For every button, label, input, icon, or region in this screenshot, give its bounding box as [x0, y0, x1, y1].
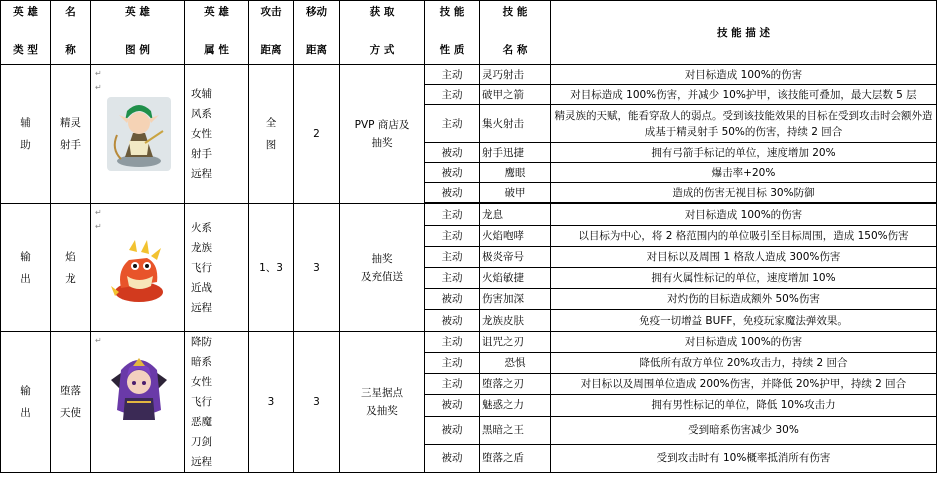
skill-desc: 拥有弓箭手标记的单位，速度增加 20%: [551, 143, 937, 163]
skill-name: 集火射击: [480, 105, 551, 143]
hero-obtain: PVP 商店及 抽奖: [340, 65, 425, 204]
skill-desc: 以目标为中心，将 2 格范围内的单位吸引至目标周围，造成 150%伤害: [551, 226, 937, 247]
skill-nature: 被动: [425, 163, 480, 183]
hero-attributes: 攻辅 风系 女性 射手 远程: [185, 65, 249, 204]
skill-nature: 被动: [425, 310, 480, 332]
hero-move-range: 3: [294, 332, 340, 473]
skill-name: 极炎帝号: [480, 247, 551, 268]
hero-name: 堕落 天使: [51, 332, 91, 473]
hero-obtain: 三星据点 及抽奖: [340, 332, 425, 473]
header-skill-nature: 技 能 性 质: [425, 1, 480, 65]
skill-name: 龙族皮肤: [480, 310, 551, 332]
skill-name: 火焰咆哮: [480, 226, 551, 247]
skill-desc: 对灼伤的目标造成额外 50%伤害: [551, 289, 937, 310]
skill-name: 伤害加深: [480, 289, 551, 310]
skill-name: 堕落之盾: [480, 444, 551, 472]
skill-nature: 被动: [425, 444, 480, 472]
hero-type: 辅 助: [1, 65, 51, 204]
header-skill-name: 技 能 名 称: [480, 1, 551, 65]
skill-nature: 主动: [425, 105, 480, 143]
hero-obtain: 抽奖 及充值送: [340, 204, 425, 332]
skill-nature: 主动: [425, 247, 480, 268]
skill-desc: 造成的伤害无视目标 30%防御: [551, 183, 937, 203]
skill-desc: 对目标造成 100%的伤害: [551, 204, 937, 226]
paragraph-mark-icon: ↵: [95, 69, 102, 78]
header-row: [1, 1, 937, 65]
skill-name: 破甲: [480, 183, 551, 203]
skill-nature: 主动: [425, 332, 480, 353]
hero-attack-range: 1、3: [249, 204, 294, 332]
skill-nature: 被动: [425, 289, 480, 310]
skill-desc: 对目标以及周围 1 格敌人造成 300%伤害: [551, 247, 937, 268]
hero-portrait-cell: [91, 204, 185, 332]
skill-desc: 对目标造成 100%的伤害: [551, 332, 937, 353]
skill-name: 灵巧射击: [480, 65, 551, 85]
skill-name: 龙息: [480, 204, 551, 226]
skill-name: 火焰敏捷: [480, 268, 551, 289]
skill-nature: 被动: [425, 143, 480, 163]
header-hero-type: 英 雄 类 型: [1, 1, 51, 65]
header-attack-range: 攻击 距离: [249, 1, 294, 65]
skill-name: 堕落之刃: [480, 374, 551, 395]
skill-nature: 主动: [425, 65, 480, 85]
hero-type: 输 出: [1, 204, 51, 332]
header-obtain: 获 取 方 式: [340, 1, 425, 65]
skill-name: 黑暗之王: [480, 416, 551, 444]
elf-archer-portrait: [107, 97, 171, 171]
skill-nature: 主动: [425, 268, 480, 289]
fallen-angel-portrait: [107, 350, 171, 428]
paragraph-mark-icon: ↵: [95, 208, 102, 217]
hero-attributes: 降防 暗系 女性 飞行 恶魔 刀剑 远程: [185, 332, 249, 473]
skill-desc: 精灵族的天赋，能看穿敌人的弱点。受到该技能效果的目标在受到攻击时会额外造成基于精灵射手 50%的伤害，持续 2 回合: [551, 105, 937, 143]
skill-nature: 主动: [425, 226, 480, 247]
skill-desc: 对目标造成 100%的伤害: [551, 65, 937, 85]
header-skill-desc: 技 能 描 述: [551, 1, 937, 65]
skill-name: 恐惧: [480, 353, 551, 374]
flame-dragon-portrait: [107, 236, 171, 306]
skill-nature: 被动: [425, 395, 480, 416]
skill-name: 魅惑之力: [480, 395, 551, 416]
skill-row: [1, 65, 937, 85]
skill-name: 破甲之箭: [480, 85, 551, 105]
skill-desc: 爆击率+20%: [551, 163, 937, 183]
skill-desc: 降低所有敌方单位 20%攻击力，持续 2 回合: [551, 353, 937, 374]
hero-attack-range: 全 图: [249, 65, 294, 204]
skill-desc: 拥有男性标记的单位，降低 10%攻击力: [551, 395, 937, 416]
header-attributes: 英 雄 属 性: [185, 1, 249, 65]
skill-nature: 主动: [425, 204, 480, 226]
skill-name: 诅咒之刃: [480, 332, 551, 353]
header-move-range: 移动 距离: [294, 1, 340, 65]
skill-desc: 对目标造成 100%伤害，并减少 10%护甲，该技能可叠加，最大层数 5 层: [551, 85, 937, 105]
skill-desc: 受到暗系伤害减少 30%: [551, 416, 937, 444]
skill-nature: 被动: [425, 183, 480, 203]
skill-desc: 免疫一切增益 BUFF，免疫玩家魔法弹效果。: [551, 310, 937, 332]
hero-attack-range: 3: [249, 332, 294, 473]
hero-move-range: 2: [294, 65, 340, 204]
skill-nature: 被动: [425, 416, 480, 444]
skill-row: [1, 204, 937, 226]
skill-desc: 拥有火属性标记的单位，速度增加 10%: [551, 268, 937, 289]
hero-name: 焰 龙: [51, 204, 91, 332]
hero-portrait-cell: [91, 332, 185, 473]
skill-desc: 对目标以及周围单位造成 200%伤害，并降低 20%护甲，持续 2 回合: [551, 374, 937, 395]
skill-desc: 受到攻击时有 10%概率抵消所有伤害: [551, 444, 937, 472]
skill-name: 鹰眼: [480, 163, 551, 183]
skill-row: [1, 332, 937, 353]
paragraph-mark-icon: ↵: [95, 222, 102, 231]
skill-nature: 主动: [425, 374, 480, 395]
hero-name: 精灵 射手: [51, 65, 91, 204]
header-name: 名 称: [51, 1, 91, 65]
paragraph-mark-icon: ↵: [95, 83, 102, 92]
hero-attributes: 火系 龙族 飞行 近战 远程: [185, 204, 249, 332]
hero-type: 输 出: [1, 332, 51, 473]
skill-name: 射手迅捷: [480, 143, 551, 163]
skill-nature: 主动: [425, 85, 480, 105]
hero-portrait-cell: [91, 65, 185, 204]
skill-nature: 主动: [425, 353, 480, 374]
header-image: 英 雄 图 例: [91, 1, 185, 65]
paragraph-mark-icon: ↵: [95, 336, 102, 345]
hero-move-range: 3: [294, 204, 340, 332]
